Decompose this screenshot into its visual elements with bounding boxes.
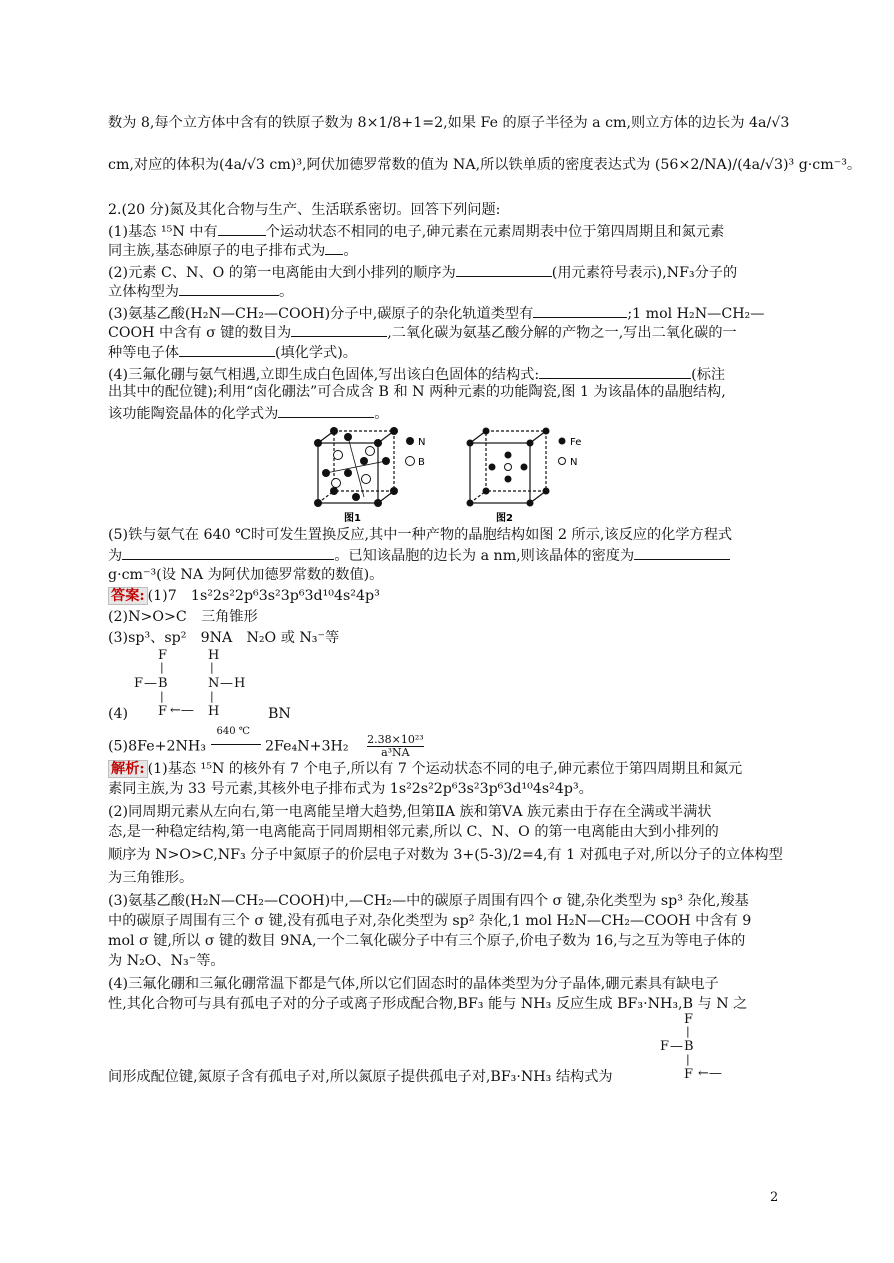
question-line: (1)基态 ¹⁵N 中有 个运动状态不相同的电子,砷元素在元素周期表中位于第四周期且和氮元素: [108, 221, 794, 241]
answer-blank: [533, 303, 627, 318]
answer-line: (2)N>O>C 三角锥形: [108, 609, 258, 625]
explanation-line: (2)同周期元素从左向右,第一电离能呈增大趋势,但第ⅡA 族和第ⅤA 族元素由于存在全满或半满状: [108, 804, 712, 820]
answer-equation: (5)8Fe+2NH₃ 640 ℃ 2Fe₄N+3H₂ $\frac{\text{2.38×10²³}}{\text{a³NA}}$: [108, 725, 424, 759]
question-line: (5)铁与氨气在 640 ℃时可发生置换反应,其中一种产物的晶胞结构如图 2 所示,该反应的化学方程式: [108, 527, 733, 543]
question-line: g·cm⁻³(设 NA 为阿伏加德罗常数的数值)。: [108, 567, 384, 583]
question-title: 2.(20 分)氮及其化合物与生产、生活联系密切。回答下列问题:: [108, 202, 501, 218]
explanation-line: mol σ 键,所以 σ 键的数目 9NA,一个二氧化碳分子中有三个原子,价电子数为 16,与之互为等电子体的: [108, 933, 746, 949]
question-line: (3)氨基乙酸(H₂N—CH₂—COOH)分子中,碳原子的杂化轨道类型有 ;1 mol H₂N—CH₂—: [108, 303, 794, 323]
explanation-line: 为 N₂O、N₃⁻等。: [108, 953, 225, 969]
figure-1-unit-cell: [308, 425, 436, 525]
answer-line: (4): [108, 706, 129, 722]
page-number: 2: [770, 1190, 779, 1205]
density-fraction: $\frac{\text{2.38×10²³}}{\text{a³NA}}$: [367, 733, 424, 759]
figure-2-caption: 图2: [496, 513, 513, 524]
reaction-condition: 640 ℃: [211, 737, 261, 751]
legend-n-label: N: [418, 437, 426, 448]
legend-fe-label: Fe: [570, 437, 582, 448]
answer-blank: [456, 262, 552, 277]
answer-blank: [539, 364, 691, 379]
question-line: 为 。已知该晶胞的边长为 a nm,则该晶体的密度为: [108, 545, 794, 565]
explanation-line: (3)氨基乙酸(H₂N—CH₂—COOH)中,—CH₂—中的碳原子周围有四个 σ 键,杂化类型为 sp³ 杂化,羧基: [108, 893, 749, 909]
explanation-line: 态,是一种稳定结构,第一电离能高于同周期相邻元素,所以 C、N、O 的第一电离能由大到小排列的: [108, 824, 719, 840]
explanation-line: 解析: (1)基态 ¹⁵N 的核外有 7 个电子,所以有 7 个运动状态不同的电子,砷元素位于第四周期且和氮元: [108, 760, 794, 778]
explanation-line: 中的碳原子周围有三个 σ 键,没有孤电子对,杂化类型为 sp² 杂化,1 mol H₂N—CH₂—COOH 中含有 9: [108, 913, 752, 929]
question-line: (2)元素 C、N、O 的第一电离能由大到小排列的顺序为 (用元素符号表示),NF₃分子的: [108, 262, 794, 282]
text-line: cm,对应的体积为(4a/√3 cm)³,阿伏加德罗常数的值为 NA,所以铁单质的密度表达式为 (56×2/NA)/(4a/√3)³ g·cm⁻³。: [108, 157, 862, 173]
answer-label: 答案:: [108, 587, 148, 605]
figure-2-unit-cell: [462, 425, 590, 525]
answer-blank: [325, 240, 343, 255]
explanation-line: (4)三氟化硼和三氟化硼常温下都是气体,所以它们固态时的晶体类型为分子晶体,硼元素具有缺电子: [108, 976, 719, 992]
question-line: COOH 中含有 σ 键的数目为 ,二氧化碳为氨基乙酸分解的产物之一,写出二氧化碳的一: [108, 322, 794, 342]
answer-blank: [218, 221, 266, 236]
explanation-line: 为三角锥形。: [108, 870, 194, 886]
question-line: 出其中的配位键);利用“卤化硼法”可合成含 B 和 N 两种元素的功能陶瓷,图 1 为该晶体的晶胞结构,: [108, 384, 726, 400]
explanation-line: 性,其化合物可与具有孤电子对的分子或离子形成配合物,BF₃ 能与 NH₃ 反应生成 BF₃·NH₃,B 与 N 之: [108, 996, 748, 1012]
explanation-line: 间形成配位键,氮原子含有孤电子对,所以氮原子提供孤电子对,BF₃·NH₃ 结构式为: [108, 1069, 613, 1085]
answer-blank: [278, 403, 374, 418]
text-line: 数为 8,每个立方体中含有的铁原子数为 8×1/8+1=2,如果 Fe 的原子半径为 a cm,则立方体的边长为 4a/√3: [108, 115, 790, 131]
answer-line: (3)sp³、sp² 9NA N₂O 或 N₃⁻等: [108, 630, 340, 646]
answer-blank: [291, 322, 387, 337]
question-line: (4)三氟化硼与氨气相遇,立即生成白色固体,写出该白色固体的结构式: (标注: [108, 364, 794, 384]
explanation-label: 解析:: [108, 760, 148, 778]
question-line: 同主族,基态砷原子的电子排布式为 。: [108, 240, 794, 260]
bf3-structure-fragment: F | F — B | F ←—: [660, 1012, 722, 1082]
bf3-nh3-structure: F | F — B | F ←— H | N — H | H: [134, 648, 246, 719]
legend-n-label: N: [570, 457, 578, 468]
legend-b-label: B: [418, 457, 425, 468]
answer-line: 答案: (1)7 1s²2s²2p⁶3s²3p⁶3d¹⁰4s²4p³: [108, 587, 794, 605]
answer-blank: [179, 281, 279, 296]
answer-blank: [122, 545, 334, 560]
figure-1-caption: 图1: [344, 513, 361, 524]
answer-bn: BN: [268, 706, 291, 722]
answer-blank: [179, 342, 275, 357]
answer-blank: [634, 545, 730, 560]
question-line: 种等电子体 (填化学式)。: [108, 342, 794, 362]
question-line: 立体构型为 。: [108, 281, 794, 301]
explanation-line: 顺序为 N>O>C,NF₃ 分子中氮原子的价层电子对数为 3+(5-3)/2=4,有 1 对孤电子对,所以分子的立体构型: [108, 847, 783, 863]
explanation-line: 素同主族,为 33 号元素,其核外电子排布式为 1s²2s²2p⁶3s²3p⁶3d¹⁰4s²4p³。: [108, 781, 593, 797]
question-line: 该功能陶瓷晶体的化学式为 。: [108, 403, 794, 423]
